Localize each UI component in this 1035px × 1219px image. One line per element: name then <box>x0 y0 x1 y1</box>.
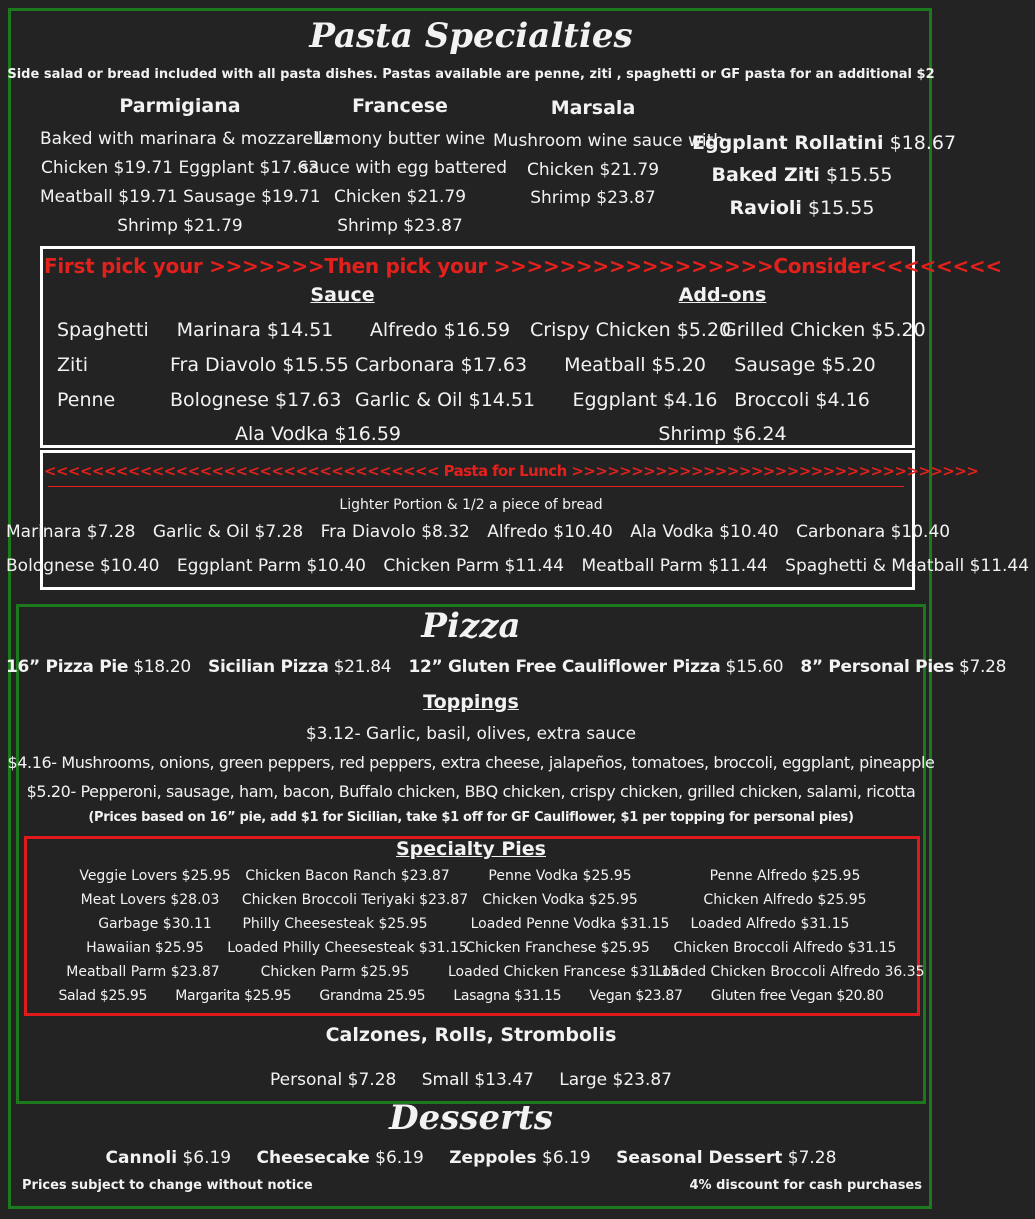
lunch-item: Carbonara $10.40 <box>796 522 951 542</box>
sauce-option: Marinara $14.51 <box>176 319 334 341</box>
dessert-item: Zeppoles $6.19 <box>449 1148 591 1168</box>
dessert-item: Seasonal Dessert $7.28 <box>616 1148 837 1168</box>
specialty-item: Hawaiian $25.95 <box>86 940 204 956</box>
specialty-item: Chicken Broccoli Teriyaki $23.87 <box>241 892 469 908</box>
specialty-item: Meat Lovers $28.03 <box>80 892 220 908</box>
addon-option: Meatball $5.20 <box>564 354 706 376</box>
specialty-item: Garbage $30.11 <box>98 916 212 932</box>
pizza-size: Sicilian Pizza $21.84 <box>208 657 392 677</box>
pasta-title: Pasta Specialties <box>309 16 633 56</box>
dessert-item: Cheesecake $6.19 <box>256 1148 424 1168</box>
parmigiana-line: Meatball $19.71 Sausage $19.71 <box>40 187 321 207</box>
toppings-line: $5.20- Pepperoni, sausage, ham, bacon, Buffalo chicken, BBQ chicken, crispy chicken, grilled chicken, salami, ricotta <box>26 782 916 801</box>
pasta-subtitle: Side salad or bread included with all pasta dishes. Pastas available are penne, ziti , spaghetti or GF pasta for an additional $2 <box>7 67 935 82</box>
addon-option: Crispy Chicken $5.20 <box>530 319 732 341</box>
parmigiana-line: Chicken $19.71 Eggplant $17.63 <box>40 158 320 178</box>
lunch-item: Garlic & Oil $7.28 <box>152 522 304 542</box>
specialty-item: Vegan $23.87 <box>589 988 683 1004</box>
specialty-item: Lasagna $31.15 <box>453 988 562 1004</box>
francese-line: Chicken $21.79 <box>333 187 467 207</box>
lunch-item: Fra Diavolo $8.32 <box>320 522 470 542</box>
dessert-item: Cannoli $6.19 <box>105 1148 232 1168</box>
specialty-item: Chicken Alfredo $25.95 <box>703 892 867 908</box>
francese-line: Shrimp $23.87 <box>337 216 463 236</box>
lunch-item: Marinara $7.28 <box>6 522 136 542</box>
lunch-header: <<<<<<<<<<<<<<<<<<<<<<<<<<<<<<<<< Pasta for Lunch >>>>>>>>>>>>>>>>>>>>>>>>>>>>>>>>>> <box>44 462 979 480</box>
specialty-item: Loaded Chicken Francese $31.15 <box>448 964 680 980</box>
addon-option: Eggplant $4.16 <box>572 389 718 411</box>
calzone-price: Large $23.87 <box>559 1070 672 1090</box>
builder-header: First pick your >>>>>>>Then pick your >>>>>>>>>>>>>>>>>Consider<<<<<<<< <box>44 254 1002 278</box>
toppings-line: $4.16- Mushrooms, onions, green peppers, red peppers, extra cheese, jalapeños, tomatoes, broccoli, eggplant, pineapple <box>7 753 935 772</box>
pasta-type: Ziti <box>57 354 89 376</box>
addon-option: Broccoli $4.16 <box>734 389 870 411</box>
pasta-type: Penne <box>57 389 116 411</box>
marsala-line: Shrimp $23.87 <box>530 188 656 208</box>
pizza-size: 8” Personal Pies $7.28 <box>800 657 1007 677</box>
specialty-item: Penne Vodka $25.95 <box>488 868 632 884</box>
specialty-item: Loaded Philly Cheesesteak $31.15 <box>227 940 468 956</box>
pizza-size: 16” Pizza Pie $18.20 <box>6 657 191 677</box>
sauce-option: Garlic & Oil $14.51 <box>355 389 536 411</box>
pizza-title: Pizza <box>421 606 521 646</box>
toppings-note: (Prices based on 16” pie, add $1 for Sicilian, take $1 off for GF Cauliflower, $1 per topping for personal pies) <box>88 810 854 825</box>
francese-title: Francese <box>352 95 448 117</box>
specialty-item: Loaded Alfredo $31.15 <box>690 916 850 932</box>
lunch-row <box>0 522 951 542</box>
lunch-item: Chicken Parm $11.44 <box>383 556 565 576</box>
addon-option: Shrimp $6.24 <box>658 423 787 445</box>
specialty-item: Margarita $25.95 <box>175 988 292 1004</box>
marsala-line: Chicken $21.79 <box>526 160 660 180</box>
footer-right-note: 4% discount for cash purchases <box>689 1178 922 1193</box>
lunch-item: Meatball Parm $11.44 <box>581 556 768 576</box>
specialty-item: Gluten free Vegan $20.80 <box>710 988 884 1004</box>
specialty-item: Meatball Parm $23.87 <box>66 964 220 980</box>
footer-left-note: Prices subject to change without notice <box>22 1178 313 1193</box>
specialty-last-row <box>0 988 942 1004</box>
toppings-title: Toppings <box>423 691 519 713</box>
marsala-line: Mushroom wine sauce with <box>493 131 725 151</box>
specialty-item: Chicken Franchese $25.95 <box>465 940 650 956</box>
sauce-option: Ala Vodka $16.59 <box>235 423 401 445</box>
parmigiana-line: Shrimp $21.79 <box>117 216 243 236</box>
specialty-item: Chicken Bacon Ranch $23.87 <box>245 868 450 884</box>
addons-title: Add-ons <box>678 284 767 306</box>
lunch-divider <box>48 486 904 487</box>
specialty-item: Grandma 25.95 <box>319 988 426 1004</box>
lunch-row <box>0 556 1030 576</box>
desserts-title: Desserts <box>389 1098 553 1138</box>
ravioli: Ravioli $15.55 <box>729 197 875 219</box>
lunch-item: Eggplant Parm $10.40 <box>176 556 366 576</box>
toppings-line: $3.12- Garlic, basil, olives, extra sauce <box>305 724 637 744</box>
specialty-item: Philly Cheesesteak $25.95 <box>242 916 428 932</box>
baked-ziti: Baked Ziti $15.55 <box>711 164 893 186</box>
parmigiana-title: Parmigiana <box>119 95 241 117</box>
specialty-item: Chicken Vodka $25.95 <box>482 892 638 908</box>
pasta-type: Spaghetti <box>57 319 149 341</box>
marsala-title: Marsala <box>550 97 636 119</box>
specialty-title: Specialty Pies <box>396 838 546 860</box>
lunch-item: Ala Vodka $10.40 <box>630 522 779 542</box>
specialty-item: Chicken Broccoli Alfredo $31.15 <box>673 940 897 956</box>
calzone-price: Personal $7.28 <box>270 1070 397 1090</box>
sauce-option: Fra Diavolo $15.55 <box>170 354 349 376</box>
pizza-sizes <box>0 657 1007 677</box>
calzones-prices <box>0 1070 942 1090</box>
specialty-item: Loaded Chicken Broccoli Alfredo 36.35 <box>655 964 925 980</box>
specialty-item: Penne Alfredo $25.95 <box>709 868 861 884</box>
desserts-row <box>0 1148 942 1168</box>
specialty-item: Salad $25.95 <box>58 988 148 1004</box>
sauce-option: Alfredo $16.59 <box>369 319 511 341</box>
pizza-size: 12” Gluten Free Cauliflower Pizza $15.60 <box>408 657 784 677</box>
calzone-price: Small $13.47 <box>421 1070 534 1090</box>
parmigiana-line: Baked with marinara & mozzarella <box>40 129 333 149</box>
lunch-item: Bolognese $10.40 <box>6 556 160 576</box>
specialty-item: Chicken Parm $25.95 <box>260 964 410 980</box>
francese-line: Lemony butter wine <box>314 129 486 149</box>
specialty-item: Veggie Lovers $25.95 <box>79 868 231 884</box>
sauce-option: Bolognese $17.63 <box>170 389 342 411</box>
sauce-option: Carbonara $17.63 <box>355 354 528 376</box>
calzones-title: Calzones, Rolls, Strombolis <box>325 1024 617 1046</box>
specialty-item: Loaded Penne Vodka $31.15 <box>470 916 670 932</box>
lunch-note: Lighter Portion & 1/2 a piece of bread <box>339 497 603 513</box>
eggplant-rollatini: Eggplant Rollatini $18.67 <box>692 132 957 154</box>
addon-option: Grilled Chicken $5.20 <box>722 319 926 341</box>
sauce-title: Sauce <box>310 284 375 306</box>
lunch-item: Alfredo $10.40 <box>487 522 613 542</box>
addon-option: Sausage $5.20 <box>734 354 876 376</box>
francese-line: sauce with egg battered <box>300 158 508 178</box>
lunch-item: Spaghetti & Meatball $11.44 <box>785 556 1030 576</box>
